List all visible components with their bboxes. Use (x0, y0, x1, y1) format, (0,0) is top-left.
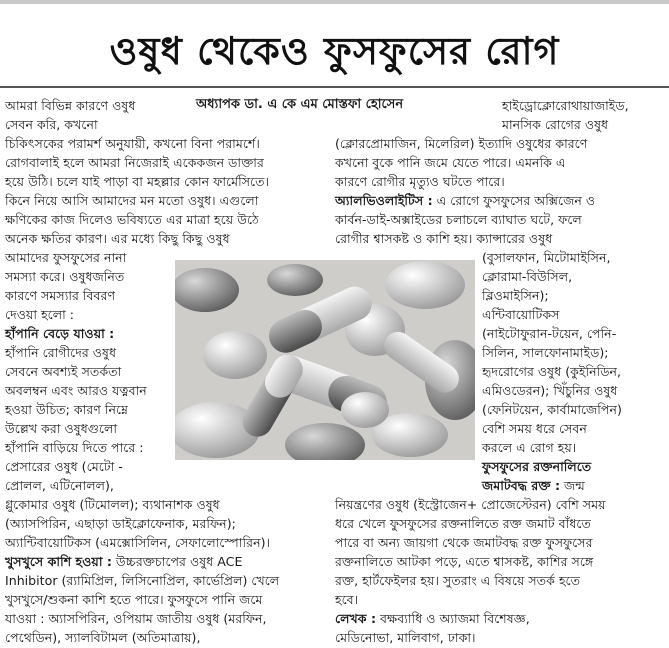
text-line: হাঁপানি বাড়িয়ে দিতে পারে : (5, 440, 144, 455)
text-line: ক্লোরামা-বিউসিল, (482, 269, 573, 284)
left-narrow-text (5, 248, 147, 495)
text-line: খুসখুসে/শুকনা কাশি হতে পারে। ফুসফুসে পানি জমে (5, 592, 263, 607)
headline-rule (0, 86, 669, 88)
text-line: সমস্যা করে। ওষুধজনিত (5, 269, 125, 284)
right-top-text (502, 96, 629, 134)
left-top-text (5, 96, 269, 248)
text-line (335, 609, 606, 628)
text-line: (ফেনিটয়েন, কার্বামাজেপিন) (482, 402, 622, 417)
right-bottom-text (335, 495, 606, 647)
text-line: ধরে খেলে ফুসফুসের রক্তনালিতে রক্ত জমাট বাঁধতে (335, 516, 591, 531)
text-line: অবলম্বন এবং আরও যত্নবান (5, 383, 147, 398)
text-line: সেবনে অবশ্যই সতর্কতা (5, 364, 122, 379)
text-span: বক্ষব্যাধি ও অ্যাজমা বিশেষজ্ঞ, (380, 611, 530, 626)
text-line: হৃদরোগের ওষুধ (কুইনিডিন, (482, 364, 621, 379)
section-heading-hapani: হাঁপানি বেড়ে যাওয়া : (5, 326, 115, 341)
text-line: বেশি সময় ধরে সেবন (482, 421, 587, 436)
text-line: কার্বন-ডাই-অক্সাইডের চলাচলে ব্যাঘাত ঘটে, ফলে (335, 212, 582, 227)
text-line: পারে বা অন্য জায়গা থেকে জমাটবদ্ধ রক্ত ফুসফুসের (335, 535, 593, 550)
text-line (5, 552, 279, 571)
pills-photo (175, 260, 475, 460)
text-line: (বুসালফান, মিটোমাইসিন, (482, 250, 611, 265)
text-line: হাইড্রোক্লোরোথায়াজাইড, (502, 98, 629, 113)
text-line: হাঁপানি রোগীদের ওষুধ (5, 345, 117, 360)
text-line: হবে। (335, 592, 359, 607)
author-label: লেখক : (335, 611, 376, 626)
text-line (335, 191, 595, 210)
byline: অধ্যাপক ডা. এ কে এম মোস্তফা হোসেন (196, 97, 404, 112)
section-heading-clot-2: জমাটবদ্ধ রক্ত : (482, 478, 560, 493)
section-heading-alveolitis: অ্যালভিওলাইটিস : (335, 193, 433, 208)
text-line: রোগবালাই হলে আমরা নিজেরাই একেকজন ডাক্তার (5, 155, 264, 170)
text-line: অনেক ক্ষতির কারণ। এর মধ্যে কিছু কিছু ওষুধ (5, 231, 230, 246)
text-line: মানসিক রোগের ওষুধ (502, 117, 609, 132)
text-line: মেডিনোভা, মালিবাগ, ঢাকা। (335, 630, 476, 645)
text-line: কারণে রোগীর মৃত্যুও ঘটতে পারে। (335, 174, 505, 189)
section-heading-khus: খুসখুসে কাশি হওয়া : (5, 554, 112, 569)
text-line: এন্টিবায়োটিকস (482, 307, 560, 322)
text-line: এমিওডেরন); খিঁচুনির ওষুধ (482, 383, 618, 398)
text-line: (অ্যাসপিরিন, এছাড়া ডাইক্লোফেনাক, মরফিন); (5, 516, 236, 531)
text-line: কখনো বুকে পানি জমে যেতে পারে। এমনকি এ (335, 155, 566, 170)
text-line: কিনে নিয়ে আসি আমাদের মন মতো ওষুধ। এগুলো (5, 193, 259, 208)
text-line: সিলিন, সালফোনামাইড); (482, 345, 609, 360)
top-rule (0, 0, 669, 4)
text-line: গ্লুকোমার ওষুধ (টিমোলল); ব্যথানাশক ওষুধ (5, 497, 220, 512)
text-span: জন্ম (564, 478, 585, 493)
text-line: প্রেসারের ওষুধ (মেটো - (5, 459, 123, 474)
text-line: সেবন করি, কখনো (5, 117, 98, 132)
text-line: প্রোলল, এটিনোলল), (5, 478, 114, 493)
text-line: পেথেডিন), স্যালবিটামল (অতিমাত্রায়), (5, 630, 201, 645)
text-line: রোগীর শ্বাসকষ্ট ও কাশি হয়। ক্যান্সারের ওষুধ (335, 231, 553, 246)
text-span: উচ্চরক্তচাপের ওষুধ ACE (115, 554, 243, 569)
right-narrow-text (482, 248, 622, 495)
text-line: হয়ে উঠি। চলে যাই পাড়া বা মহল্লার কোন ফার্মেসিতে। (5, 174, 270, 189)
text-span: এ রোগে ফুসফুসের অক্সিজেন ও (436, 193, 596, 208)
text-line: করলে এ রোগ হয়। (482, 440, 577, 455)
left-bottom-text (5, 495, 279, 647)
text-line: (নাইটোফুরান-টয়েন, পেনি- (482, 326, 617, 341)
text-line: আমরা বিভিন্ন কারণে ওষুধ (5, 98, 136, 113)
text-line: যাওয়া : অ্যাসপিরিন, ওপিয়াম জাতীয় ওষুধ (মরফিন, (5, 611, 267, 626)
text-line: রক্ত, হার্টফেইলর হয়। সুতরাং এ বিষয়ে সতর্ক হতে (335, 573, 581, 588)
section-heading-clot-1: ফুসফুসের রক্তনালিতে (482, 459, 592, 474)
headline: ওষুধ থেকেও ফুসফুসের রোগ (109, 28, 560, 73)
text-line: ব্লিওমাইসিন); (482, 288, 549, 303)
text-line: হওয়া উচিত; কারণ নিম্নে (5, 402, 129, 417)
text-line: চিকিৎসকের পরামর্শ অনুযায়ী, কখনো বিনা পরামর্শে। (5, 136, 260, 151)
text-line: (ক্লোরপ্রোমাজিন, মিলেরিল) ইত্যাদি ওষুধের কারণে (335, 136, 588, 151)
text-line: নিয়ন্ত্রণের ওষুধ (ইস্ট্রোজেন+ প্রোজেস্টেরন) বেশি সময় (335, 497, 606, 512)
text-line: অ্যান্টিবায়োটিকস (এমক্সোসিলিন, সেফালোস্পোরিন)। (5, 535, 270, 550)
text-line: উল্লেখ করা ওষুধগুলো (5, 421, 118, 436)
text-line: দেওয়া হলো : (5, 307, 75, 322)
text-line: রক্তনালিতে আটকা পড়ে, এতে শ্বাসকষ্ট, কাশির সঙ্গে (335, 554, 594, 569)
right-mid-text (335, 134, 595, 248)
text-line: ক্ষণিকের কাজ দিলেও ভবিষ্যতে এর মাত্রা হয়ে উঠে (5, 212, 259, 227)
text-line: আমাদের ফুসফুসের নানা (5, 250, 127, 265)
text-line: Inhibitor (র‍্যামিপ্রিল, লিসিনোপ্রিল, কার্ভেপ্রিল) খেলে (5, 573, 280, 588)
text-line: কারণে সমস্যার বিবরণ (5, 288, 116, 303)
text-line (482, 476, 622, 495)
